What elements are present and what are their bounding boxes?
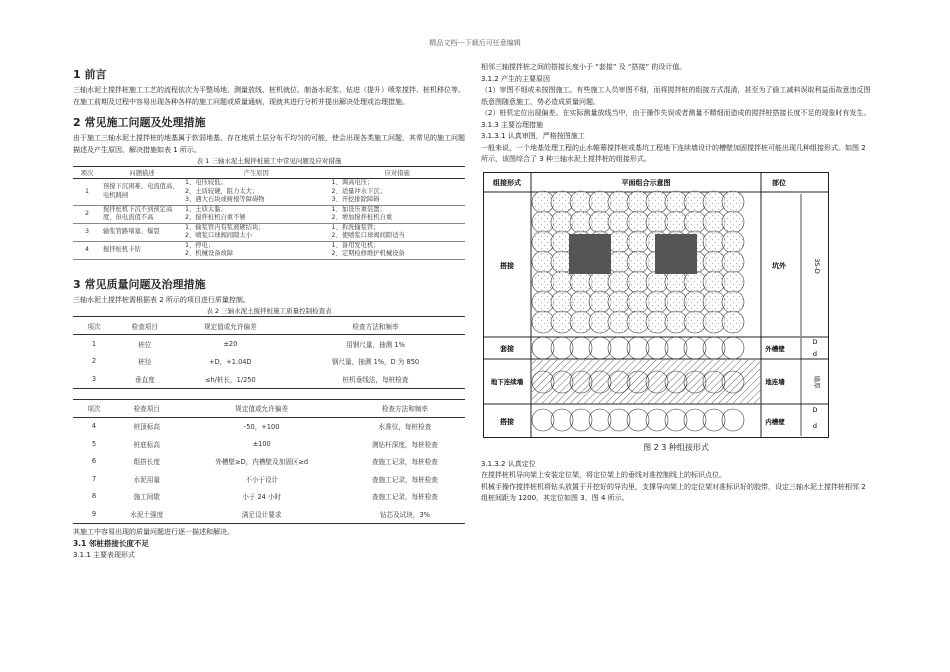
fig-row3-left: 地下连续墙: [490, 377, 524, 386]
section-3-after-paragraph: 其施工中容易出现的质量问题进行逐一描述和解决。: [73, 527, 234, 536]
section-3-1-3-title: 3.1.3 主要治理措施: [481, 120, 544, 129]
fig-header-part: 部位: [772, 178, 786, 187]
table-cell: 1: [91, 339, 97, 348]
table-cell: 施工间歇: [133, 493, 160, 502]
fig-dim-5: D: [812, 405, 818, 414]
table-cell: 3: [73, 223, 101, 241]
table-cell: 桩位: [138, 340, 152, 349]
fig-row1-right: 坑外: [772, 261, 786, 270]
fig-row1-left: 搭接: [500, 261, 514, 270]
table-row: [73, 417, 465, 435]
section-2-paragraph: 由于施工三轴水泥土搅拌桩的地基属于软弱地基，存在地质土层分布不均匀的可能，使会出现各类施工问题，其常见的施工问题描述及产生原因、解决措施如表 1 所示。: [73, 134, 465, 154]
table-cell: 搅拌桩机卡钻: [101, 241, 183, 259]
section-2-title: 2 常见施工问题及处理措施: [73, 116, 206, 129]
table-header-cell: 规定值或允许偏差: [175, 317, 286, 335]
fig-header-form: 组接形式: [493, 178, 521, 187]
table-cell: 6: [91, 457, 97, 466]
table-cell: 桩径: [138, 358, 152, 367]
table-cell: 7: [91, 474, 97, 483]
pile-circle: [722, 291, 744, 313]
table-cell: 1、备用发电机； 2、定期检修维护机械设备: [330, 241, 465, 259]
table-cell: 垂直度: [134, 375, 155, 384]
table-header-cell: 项次: [73, 399, 115, 417]
pile-circles-main: [532, 191, 744, 333]
table-2-part-b: [73, 399, 465, 524]
table-cell: 水泥土强度: [130, 510, 164, 519]
diaphragm-wall-hatch: [532, 360, 761, 404]
table-header-cell: 应对措施: [330, 167, 465, 179]
table-cell: 水准仪，每桩检查: [378, 423, 432, 432]
section-3-1-3-2-title: 3.1.3.2 认真定位: [481, 459, 536, 468]
table-cell: 输浆管路堵塞、爆裂: [101, 223, 183, 241]
fig-header-plan: 平面组合示意图: [621, 178, 671, 187]
table-row: [73, 370, 465, 388]
table-cell: 4: [73, 241, 101, 259]
table-cell: 不小于设计: [245, 475, 279, 484]
table-row: [73, 435, 465, 453]
pile-circle: [722, 311, 744, 333]
dark-pile-block: [655, 234, 697, 274]
table-cell: 1: [73, 179, 101, 206]
table-header-cell: 问题描述: [101, 167, 183, 179]
right-paragraph-1: 相邻三轴搅拌桩之间的搭接长度小于 “套接” 及 “搭接” 的设计值。: [481, 63, 687, 71]
table-cell: 1、土质太黏； 2、搅拌桩机自重不够: [183, 205, 330, 223]
table-row: [73, 470, 465, 488]
left-column: [73, 66, 465, 561]
table-cell: 1、调高电压； 2、适量冲水下沉； 3、开挖排除障碍: [330, 179, 465, 206]
fig-row4-left: 搭接: [500, 417, 514, 426]
fig-row4-right: 内槽壁: [765, 417, 785, 426]
table-header-cell: 检查方法和频率: [286, 317, 465, 335]
table-cell: 用钢尺量，抽测 1%: [346, 340, 405, 349]
table-cell: 满足设计要求: [241, 510, 282, 519]
table-row: [73, 241, 465, 259]
figure-2-diagram: [483, 172, 829, 438]
table-cell: 1、输浆管内有浆液硬结块； 2、喷浆口球阀间隙太小: [183, 223, 330, 241]
table-cell: 4: [91, 422, 97, 431]
pile-circle: [722, 211, 744, 233]
table-cell: 查施工记录，每桩检查: [371, 475, 438, 484]
table-cell: 钻芯及试块，3%: [379, 510, 430, 519]
section-1-paragraph: 三轴水泥土搅拌桩施工工艺的流程依次为平整场地、测量放线、桩机就位、制备水泥浆、钻进（提升）喷浆搅拌、桩机移位等。在施工前期及过程中容易出现各种各样的施工问题或质量通病，现就其进行分析并提出解决处理或治理措施。: [73, 86, 465, 106]
right-paragraph-5: 在搅拌桩机导向架上安装定位架，将定位架上的垂线对准控制线上的标识点位。: [481, 471, 726, 479]
right-paragraph-4: 一般来说，一个地基处理工程的止水帷幕搅拌桩或基坑工程地下连续墙设计的槽壁加固搅拌桩可能出现几种组接形式。如图 2 所示，该图综合了 3 种三轴水泥土搅拌桩的组接形式。: [481, 143, 866, 163]
right-column: [481, 62, 871, 505]
section-1-title: 1 前言: [73, 68, 107, 81]
table-cell: 小于 24 小时: [242, 493, 282, 502]
table-row: [73, 488, 465, 506]
table-row: [73, 223, 465, 241]
table-row: [73, 179, 465, 206]
table-cell: 钢尺量，抽测 1%，D 为 850: [331, 358, 420, 367]
table-header-cell: 检查项目: [115, 399, 179, 417]
fig-dim-1: 3S-D: [813, 257, 821, 274]
table-header-cell: 项次: [73, 167, 101, 179]
table-cell: -50，+100: [243, 423, 280, 432]
table-cell: 搅拌桩机下沉不到预定高度，但电流值不高: [101, 205, 183, 223]
right-paragraph-6: 机械手操作搅拌桩机将钻头放置于开挖好的导沟里，支撑导向架上的定位架对准标识好的胶带，设定三轴水泥土搅拌桩相邻 2 组桩间距为 1200，其定位如图 3、图 4 所示。: [481, 482, 866, 502]
right-paragraph-3: （2）桩机定位出现偏差。在实际测量放线当中，由于操作失误或者测量不精细而造成的搅拌桩搭接长度不足的现象时有发生。: [481, 109, 871, 117]
table-header-cell: 检查方法和频率: [345, 399, 465, 417]
table-2-caption: 表 2 三轴水泥土搅拌桩施工质量控制检查表: [206, 307, 332, 315]
fig-row2-right: 外槽壁: [765, 344, 785, 353]
table-header-cell: 规定值或允许偏差: [179, 399, 345, 417]
table-2-part-a: [73, 316, 465, 389]
section-3-1-2-title: 3.1.2 产生的主要原因: [481, 74, 551, 83]
table-cell: 8: [91, 492, 97, 501]
table-cell: 2: [91, 357, 97, 366]
pile-circle: [722, 271, 744, 293]
table-cell: 1、拆洗输浆管； 2、使喷浆口球阀间隙适当: [330, 223, 465, 241]
fig-dim-2: D: [812, 337, 818, 346]
table-cell: 桩机垂线法，每桩检查: [342, 375, 409, 384]
right-paragraph-2: （1）审图不细或未按图施工。有些施工人员审图不细，而将搅拌桩的组接方式混淆，甚至为了偷工减料误取利益而故意违反图纸意图随意施工，势必造成质量问题。: [481, 86, 871, 106]
table-header-cell: 项次: [73, 317, 115, 335]
table-row: [73, 453, 465, 471]
fig-dim-3: d: [812, 349, 818, 358]
table-cell: 测钻杆深度，每桩检查: [371, 440, 438, 449]
table-cell: 桩顶标高: [133, 423, 160, 432]
figure-2: [483, 172, 829, 438]
table-header-cell: 检查项目: [115, 317, 175, 335]
table-row: [73, 205, 465, 223]
table-cell: +D，+1.04D: [209, 358, 252, 367]
fig-dim-6: d: [812, 421, 818, 430]
page-header: 精品文档---下载后可任意编辑: [429, 39, 521, 47]
section-3-1-title: 3.1 邻桩搭接长度不足: [73, 539, 149, 548]
table-cell: ±20: [223, 339, 238, 348]
table-cell: ≤h/桩长，1/250: [204, 375, 256, 384]
table-cell: 预搅下沉困难、电流值高、电机跳闸: [101, 179, 183, 206]
section-3-1-1-title: 3.1.1 主要表现形式: [73, 550, 136, 559]
fig-row3-right: 地连墙: [765, 377, 785, 386]
fig-row2-left: 套接: [500, 344, 514, 353]
pile-circle: [722, 231, 744, 253]
table-cell: 1、加设压重装置； 2、增加搅拌桩机自重: [330, 205, 465, 223]
table-cell: 桩底标高: [133, 440, 160, 449]
table-cell: 1、停电； 2、机械设备故障: [183, 241, 330, 259]
table-1: [73, 166, 465, 260]
table-cell: 查施工记录，每桩检查: [371, 493, 438, 502]
fig-dim-4: 墙厚: [813, 375, 821, 388]
table-cell: 3: [91, 374, 97, 383]
pile-circle: [722, 191, 744, 213]
table-cell: 2: [73, 205, 101, 223]
pile-circle: [722, 251, 744, 273]
table-header-cell: 产生原因: [183, 167, 330, 179]
section-3-title: 3 常见质量问题及治理措施: [73, 277, 206, 291]
dark-pile-block: [569, 234, 611, 274]
table-cell: 组搭长度: [133, 458, 160, 467]
section-3-1-3-1-title: 3.1.3.1 认真审图，严格按图施工: [481, 132, 585, 140]
table-1-caption: 表 1 三轴水泥土搅拌桩施工中常见问题及应对措施: [196, 157, 342, 165]
table-cell: 1、电压较低； 2、土质较硬，阻力太大； 3、遇大石块或树根等障碍物: [183, 179, 330, 206]
table-row: [73, 353, 465, 371]
table-cell: 9: [91, 509, 97, 518]
table-cell: 查施工记录，每桩检查: [371, 458, 438, 467]
table-row: [73, 335, 465, 353]
table-cell: 5: [91, 439, 97, 448]
section-3-paragraph: 三轴水泥土搅拌桩需根据表 2 所示的项目进行质量控制。: [73, 295, 250, 304]
table-row: [73, 505, 465, 523]
table-cell: 外槽壁≥D，内槽壁及加固区≥d: [215, 458, 309, 467]
table-cell: 水泥用量: [133, 475, 160, 484]
figure-2-caption: 图 2 3 种组接形式: [643, 442, 709, 452]
table-cell: ±100: [252, 439, 271, 448]
